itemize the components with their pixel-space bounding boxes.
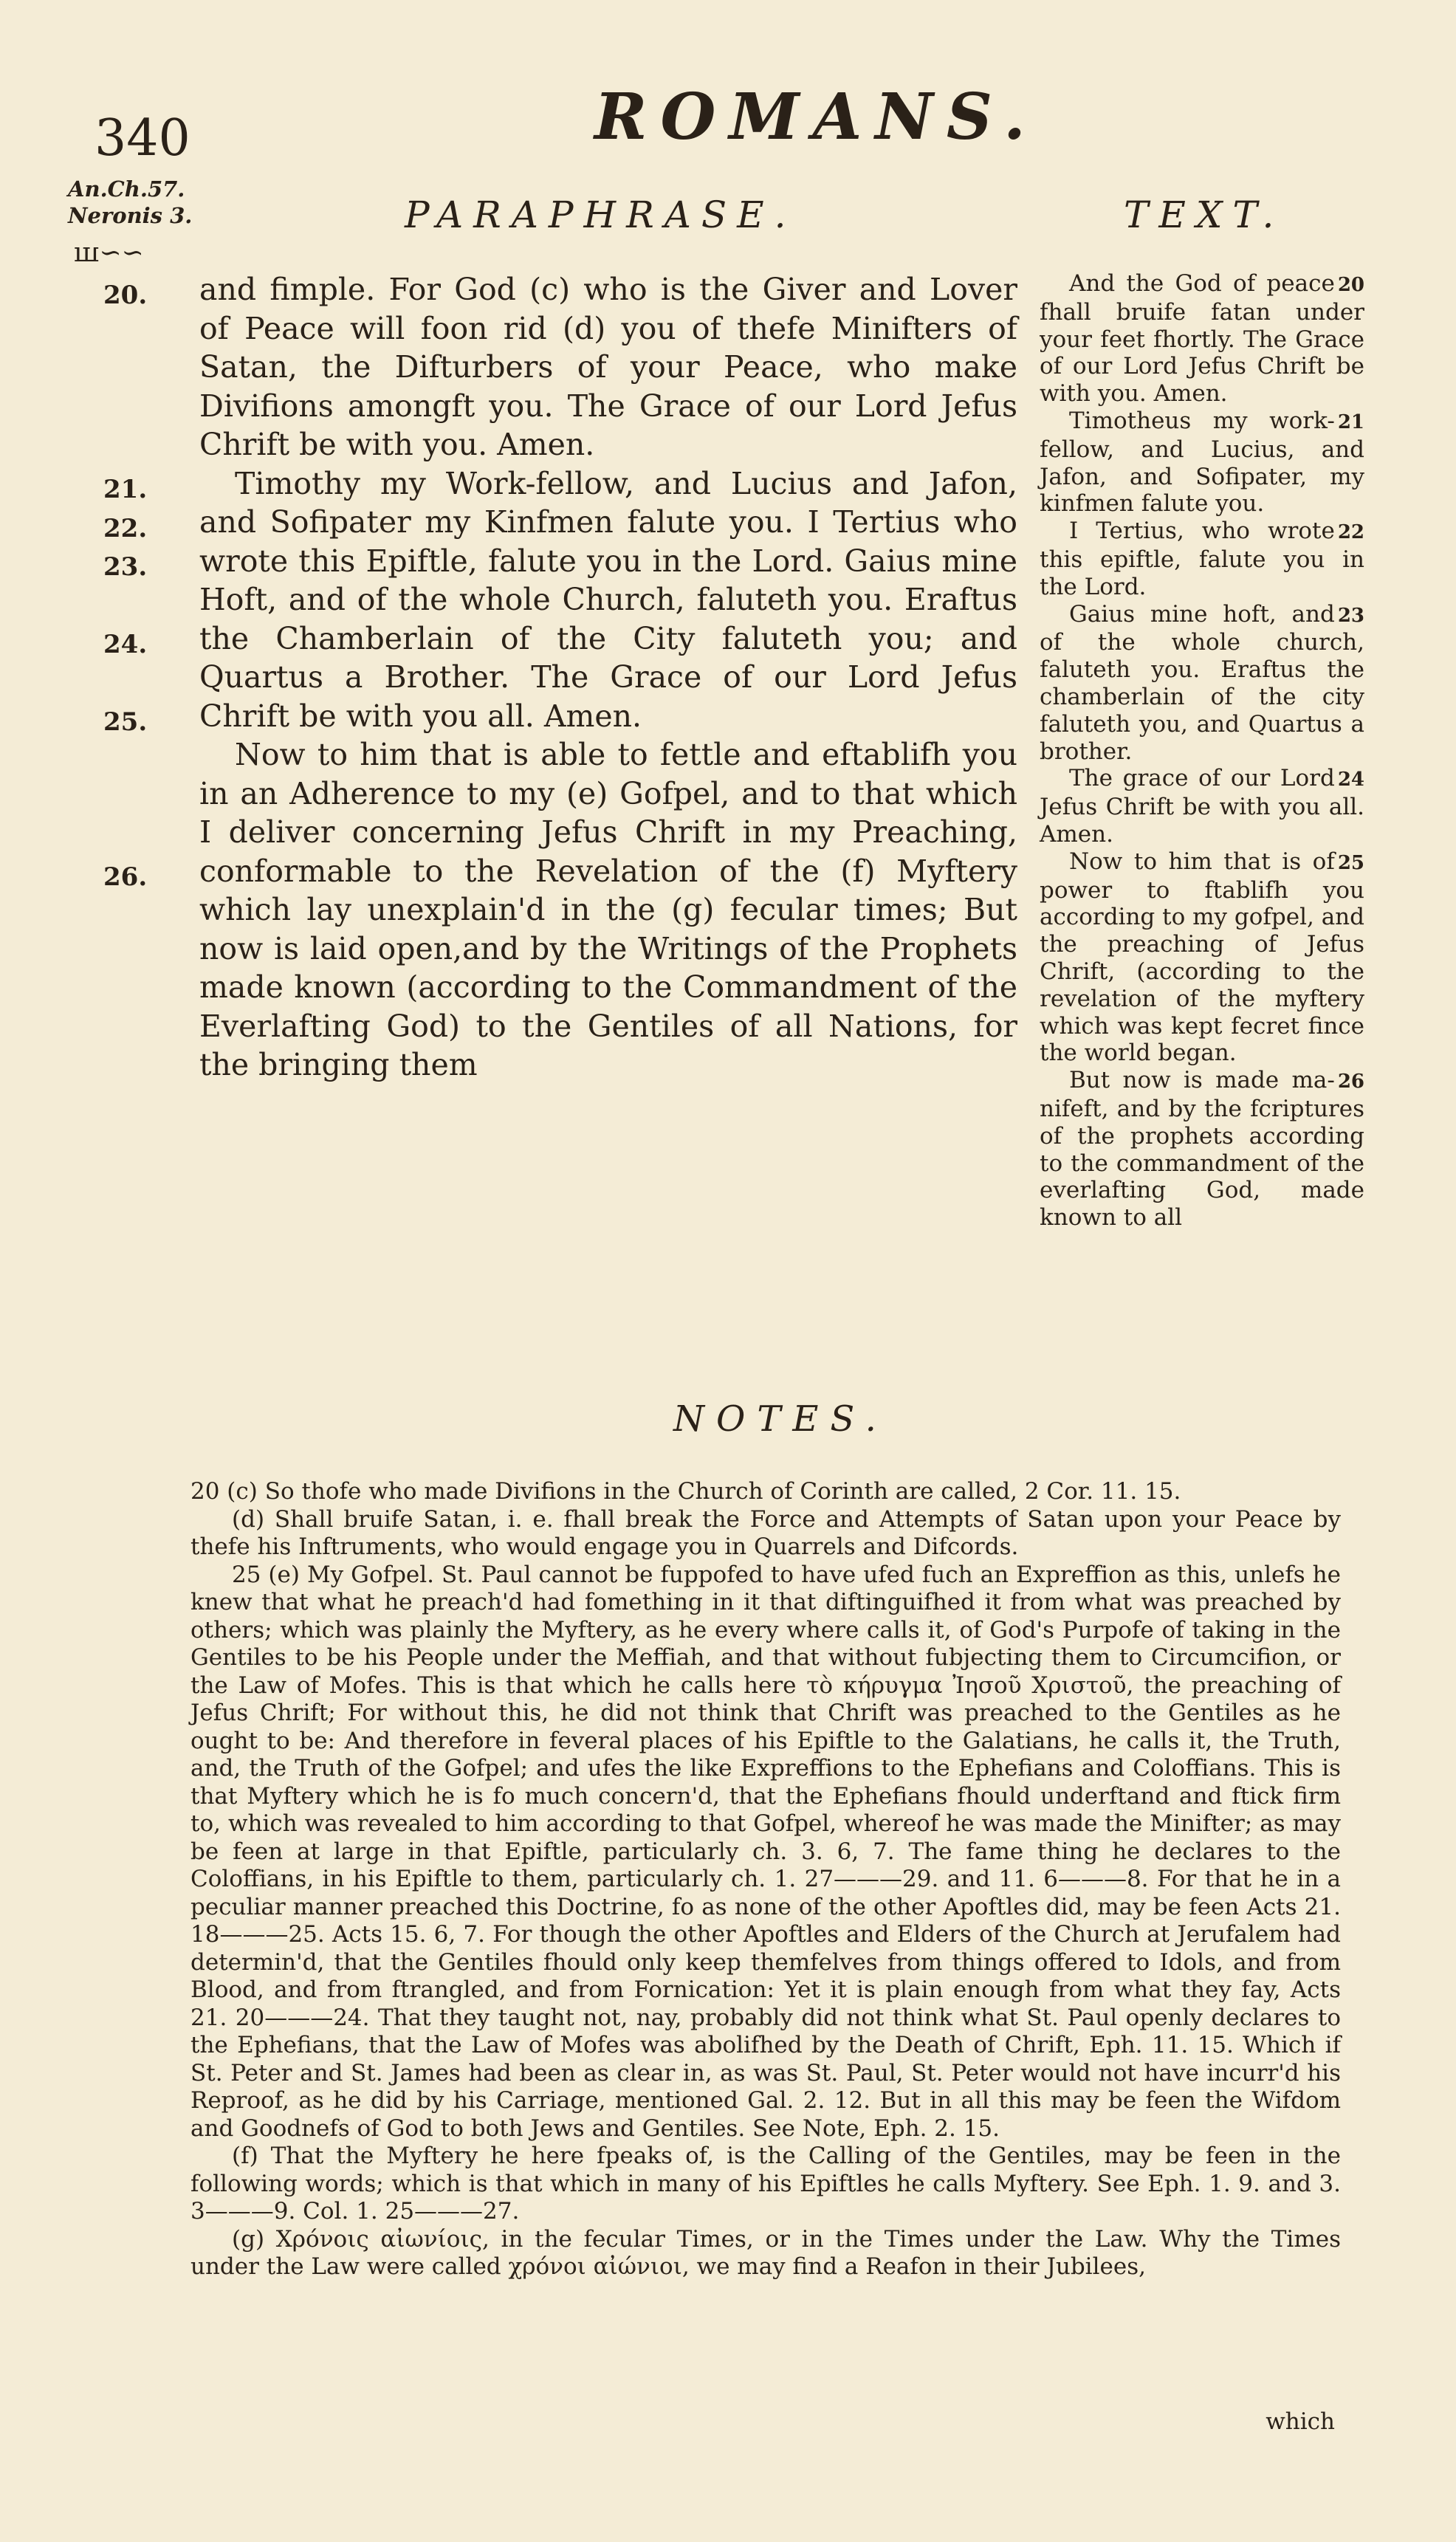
text-verse-body: of the whole church, faluteth you. Eraftus the chamberlain of the city faluteth you, and Quartus a brother.	[1040, 629, 1364, 765]
note-paragraph: (d) Shall bruife Satan, i. e. fhall break the Force and Attempts of Satan upon your Peace by thefe his Inftruments, who would engage you in Quarrels and Difcords.	[190, 1505, 1341, 1560]
text-column	[1040, 270, 1364, 1232]
page-number: 340	[95, 109, 190, 168]
text-verse-number: 23	[1337, 604, 1364, 627]
text-verse-lead: I Tertius, who wrote	[1069, 518, 1335, 545]
text-verse	[1040, 518, 1364, 600]
paraphrase-heading: PARAPHRASE.	[405, 193, 797, 236]
text-verse-lead: The grace of our Lord	[1069, 765, 1335, 792]
text-verse-number: 26	[1337, 1071, 1364, 1093]
text-verse	[1040, 848, 1364, 1067]
verse-marker: 24.	[103, 630, 148, 659]
text-heading: TEXT.	[1124, 193, 1285, 236]
text-verse-number: 25	[1337, 851, 1364, 874]
verse-marker: 20.	[103, 281, 148, 310]
text-verse	[1040, 1067, 1364, 1232]
text-verse-lead: Gaius mine hoft, and	[1069, 600, 1335, 628]
text-verse-number: 21	[1337, 411, 1364, 433]
text-verse-number: 24	[1337, 769, 1364, 791]
paraphrase-column	[199, 270, 1017, 1085]
paraphrase-paragraph: Timothy my Work-fellow, and Lucius and Jafon, and Sofipater my Kinfmen falute you. I Tertius who wrote this Epiftle, falute you in the Lord. Gaius mine Hoft, and of the whole Church, faluteth you. Eraftus the Chamberlain of the City faluteth you; and Quartus a Brother. The Grace of our Lord Jefus Chrift be with you all. Amen.	[199, 465, 1017, 734]
text-verse-body: this epiftle, falute you in the Lord.	[1040, 546, 1364, 600]
text-verse-number: 22	[1337, 521, 1364, 544]
verse-marker: 22.	[103, 514, 148, 543]
text-verse-lead: But now is made ma-	[1069, 1067, 1335, 1094]
text-verse-body: fellow, and Lucius, and Jafon, and Sofipater, my kinfmen falute you.	[1040, 436, 1364, 518]
catchword: which	[1266, 2408, 1335, 2435]
text-verse-number: 20	[1337, 274, 1364, 296]
text-verse	[1040, 601, 1364, 766]
text-verse-lead: And the God of peace	[1069, 270, 1335, 297]
text-verse-body: nifeft, and by the fcriptures of the prophets according to the commandment of the everlafting God, made known to all	[1040, 1095, 1364, 1232]
text-verse-body: power to ftablifh you according to my gofpel, and the preaching of Jefus Chrift, (according to the revelation of the myftery which was kept fecret fince the world began.	[1040, 876, 1364, 1067]
note-paragraph: 20 (c) So thofe who made Divifions in the Church of Corinth are called, 2 Cor. 11. 15.	[190, 1478, 1181, 1505]
text-verse-lead: Now to him that is of	[1069, 848, 1335, 875]
note-paragraph: (f) That the Myftery he here fpeaks of, is the Calling of the Gentiles, may be feen in the following words; which is that which in many of his Epiftles he calls Myftery. See Eph. 1. 9. and 3. 3———9. Col. 1. 25———27.	[190, 2143, 1341, 2225]
ornament-flourish: ꟺ∽∽	[74, 238, 144, 268]
paraphrase-paragraph: Now to him that is able to fettle and eftablifh you in an Adherence to my (e) Gofpel, and to that which I deliver concerning Jefus Chrift in my Preaching, conformable to the Revelation of the (f) Myftery which lay unexplain'd in the (g) fecular times; But now is laid open,and by the Writings of the Prophets made known (according to the Commandment of the Everlafting God) to the Gentiles of all Nations, for the bringing them	[199, 737, 1017, 1082]
notes-section	[190, 1478, 1341, 2281]
text-verse-body: fhall bruife fatan under your feet fhortly. The Grace of our Lord Jefus Chrift be with you. Amen.	[1040, 298, 1364, 408]
paraphrase-paragraph: and fimple. For God (c) who is the Giver and Lover of Peace will foon rid (d) you of thefe Minifters of Satan, the Difturbers of your Peace, who make Divifions amongft you. The Grace of our Lord Jefus Chrift be with you. Amen.	[199, 272, 1017, 462]
verse-marker: 25.	[103, 707, 148, 737]
text-verse-lead: Timotheus my work-	[1069, 407, 1335, 434]
dating-note	[68, 176, 192, 229]
text-verse	[1040, 270, 1364, 408]
note-paragraph: (g) Χρόνοις αἰωνίοις, in the fecular Times, or in the Times under the Law. Why the Times under the Law were called χρόνοι αἰώνιοι, we may find a Reafon in their Jubilees,	[190, 2225, 1341, 2280]
note-paragraph: 25 (e) My Gofpel. St. Paul cannot be fuppofed to have ufed fuch an Expreffion as this, unlefs he knew that what he preach'd had fomething in it that diftinguifhed it from what was preached by others; which was plainly the Myftery, as he every where calls it, of God's Purpofe of taking in the Gentiles to be his People under the Meffiah, and that without fubjecting them to Circumcifion, or the Law of Mofes. This is that which he calls here τὸ κήρυγμα Ἰησοῦ Χριστοῦ, the preaching of Jefus Chrift; For without this, he did not think that Chrift was preached to the Gentiles as he ought to be: And therefore in feveral places of his Epiftle to the Galatians, he calls it, the Truth, and, the Truth of the Gofpel; and ufes the like Expreffions to the Ephefians and Coloffians. This is that Myftery which he is fo much concern'd, that the Ephefians fhould underftand and ftick firm to, which was revealed to him according to that Gofpel, whereof he was made the Minifter; as may be feen at large in that Epiftle, particularly ch. 3. 6, 7. The fame thing he declares to the Coloffians, in his Epiftle to them, particularly ch. 1. 27———29. and 11. 6———8. For that he in a peculiar manner preached this Doctrine, fo as none of the other Apoftles did, may be feen Acts 21. 18———25. Acts 15. 6, 7. For though the other Apoftles and Elders of the Church at Jerufalem had determin'd, that the Gentiles fhould only keep themfelves from things offered to Idols, and from Blood, and from ftrangled, and from Fornication: Yet it is plain enough from what they fay, Acts 21. 20———24. That they taught not, nay, probably did not think what St. Paul openly declares to the Ephefians, that the Law of Mofes was abolifhed by the Death of Chrift, Eph. 11. 15. Which if St. Peter and St. James had been as clear in, as was St. Paul, St. Peter would not have incurr'd his Reproof, as he did by his Carriage, mentioned Gal. 2. 12. But in all this may be feen the Wifdom and Goodnefs of God to both Jews and Gentiles. See Note, Eph. 2. 15.	[190, 1561, 1341, 2142]
notes-heading: NOTES.	[673, 1398, 888, 1440]
verse-marker: 21.	[103, 475, 148, 504]
dating-reign: Neronis 3.	[68, 203, 193, 228]
text-verse	[1040, 765, 1364, 848]
text-verse	[1040, 408, 1364, 518]
verse-marker: 26.	[103, 862, 148, 892]
dating-year: An.Ch.57.	[68, 176, 185, 202]
verse-marker: 23.	[103, 552, 148, 582]
text-verse-body: Jefus Chrift be with you all. Amen.	[1040, 794, 1364, 848]
book-title: ROMANS.	[594, 80, 1039, 154]
